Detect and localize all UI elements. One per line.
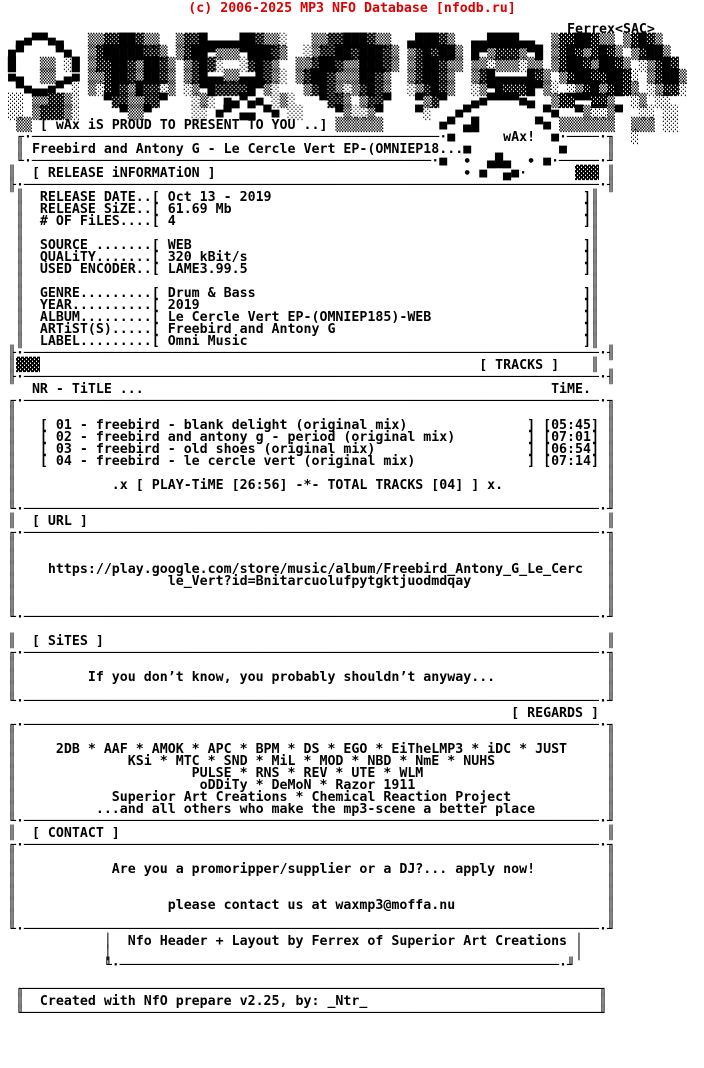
box-border: ╟·────────────────────────────────────────────────────────────────────────·╢ xyxy=(0,370,615,385)
tracks-column-header: NR - TiTLE ... TiME. xyxy=(0,382,592,397)
field-album: ║ ALBUM.........[ Le Cercle Vert EP-(OMNIEP185)-WEB ]║ xyxy=(0,310,599,325)
track-row-2: ║ [ 02 - freebird and antony g - period (original mix) ] [07:01] ║ xyxy=(0,430,615,445)
blank-line: ║ ║ xyxy=(0,730,615,745)
section-label-regards: [ REGARDS ] xyxy=(0,706,599,721)
box-border: ╙·────────────────────────────────────────────────────────────────────────·╜ xyxy=(0,694,615,709)
logo-art-line-4: ■▄ ▒▒ ▄■ ▒▒▓██▓▒██▓▒ ▒▓█▄▄▒▒▄▄█▓▒░ ▒▓██▓▒▒▒██▓▒ ▒▓██▓▒ ▒▓█▄▄▄▄█▓▒ ▒▓██▓▓██▓░ ▒▓██▒ xyxy=(0,70,687,85)
blank-line: ║ ║ xyxy=(0,874,615,889)
field-release-date: ║ RELEASE DATE..[ Oct 13 - 2019 ]║ xyxy=(0,190,599,205)
field-year: ║ YEAR..........[ 2019 ]║ xyxy=(0,298,599,313)
box-border: ╟·────────────────────────────────────────────────────────────────────────·╢ xyxy=(0,178,615,193)
box-border: ╓·────────────────────────────────────────────────────────────────────────·╖ xyxy=(0,718,615,733)
logo-art-line-3: █ ▒▒ ░█ ▒▓▓██▓▒██▓▒ ▒▓█▓░ ░▓█▓▒ ▒▒▓██▓▒▒███▓▒ ▒▓██▓▒▒ ▒▒░▒▒▒░▒▒ ▒▓██▓▒██▓▒ ░▒▓█▓ xyxy=(0,58,679,73)
logo-art-line-2: ■▀ ▀■ ▒▓█████▓▓▒ ▒▓██▀▒▒▒▀███▓▒ ░▒▓▓██▓███▓▒ ▒▓█▓██▒ █▀▒▓▓▓▒▀█ ▒▓█▓▒▓█▓▒ ▒▓██▒ xyxy=(0,46,671,61)
regards-line-3: ║ PULSE * RNS * REV * UTE * WLM ║ xyxy=(0,766,615,781)
box-border: ╓────────────────────────────────────────────────────────────────────────╖ xyxy=(0,982,607,997)
release-title-line: ║ Freebird and Antony G - Le Cercle Vert EP-(OMNIEP18...■ ■ ║ xyxy=(0,142,615,157)
blank-line: ║ ║ xyxy=(0,910,615,925)
blank-line: ║ ║ xyxy=(0,226,599,241)
section-label-url: ║ [ URL ] ║ xyxy=(0,514,615,529)
nfo-credit-line: │ Nfo Header + Layout by Ferrex of Superior Art Creations │ xyxy=(0,934,584,949)
track-row-3: ║ [ 03 - freebird - old shoes (original mix) ] [06:54] ║ xyxy=(0,442,615,457)
box-border: ╓·────────────────────────────────────────────────────────────────────────·╖ xyxy=(0,838,615,853)
box-border: ╓·────────────────────────────────────────────────────────────────────────·╖ xyxy=(0,526,615,541)
regards-line-4: ║ oDDiTy * DeMoN * Razor 1911 ║ xyxy=(0,778,615,793)
section-label-sites: ║ [ SiTES ] ║ xyxy=(0,634,615,649)
box-border: ╓·────────────────────────────────────────────────────────────────────────·╖ xyxy=(0,646,615,661)
playtime-summary: ║ .x [ PLAY-TiME [26:56] -*- TOTAL TRACKS [04] ] x. ║ xyxy=(0,478,615,493)
box-border: ╙·────────────────────────────────────────────────────────────────────────·╜ xyxy=(0,814,615,829)
box-border: ╙·────────────────────────────────────────────────────────────────────────·╜ xyxy=(0,610,615,625)
blank-line: ║ ║ xyxy=(0,598,615,613)
url-line-2: ║ le_Vert?id=Bnitarcuolufpytgktjuodmdqay ║ xyxy=(0,574,615,589)
title-box-top-wax-badge: ╓·───────────────────────────────────────────────────·■ wAx! ■·────·╖ ░ xyxy=(0,130,639,145)
box-border: ╙·────────────────────────────────────────────────────────────────────────·╜ xyxy=(0,502,615,517)
blank-line: ║ ║ xyxy=(0,850,615,865)
field-artists: ║ ARTiST(S).....[ Freebird and Antony G ]║ xyxy=(0,322,599,337)
field-quality: ║ QUALiTY.......[ 320 kBit/s ]║ xyxy=(0,250,599,265)
sites-note: ║ If you don’t know, you probably shouldn’t anyway... ║ xyxy=(0,670,615,685)
regards-line-2: ║ KSi * MTC * SND * MiL * MOD * NBD * NmE * NUHS ║ xyxy=(0,754,615,769)
box-border: ╙·───────────────────────────────────────────────────────·╜ xyxy=(0,958,576,973)
presents-banner: ▒▒ [ wAx iS PROUD TO PRESENT TO YOU ..] ▒▒▒▒▒▒ ■▀ ▄█ ▀■ ▒▒▒▒▒▒▒ ▒▒▒ ░░ xyxy=(0,118,679,133)
regards-line-1: ║ 2DB * AAF * AMOK * APC * BPM * DS * EGO * EiTheLMP3 * iDC * JUST ║ xyxy=(0,742,615,757)
logo-art-line-6: ░░ ▒▒▓▓▒░ ▀▓▓▒▒▓▓▀ ░▒░ ■▄▀▄■ ░▒░ ▀▓▓▒ ▒▓▓▀ ▀▒▓▀ ▄■▀▀▀▀■▄ ▒▓▓▀▀▓▓▒ ░▒ ░░ xyxy=(0,94,671,109)
blank-line: ║ ║ xyxy=(0,886,615,901)
nfo-text xyxy=(0,24,704,1020)
field-genre: ║ GENRE.........[ Drum & Bass ]║ xyxy=(0,286,599,301)
field-number-of-files: ║ # OF FiLES....[ 4 ]║ xyxy=(0,214,599,229)
blank-line: ║ ║ xyxy=(0,274,599,289)
copyright-notice: (c) 2006-2025 MP3 NFO Database [nfodb.ru] xyxy=(188,1,516,16)
box-border: ╙·────────────────────────────────────────────────────────────────────────·╜ xyxy=(0,922,615,937)
title-box-bottom: ╙·──────────────────────────────────────────────────·■ ∙ ▄█▄ ∙ ■·─────·╜ xyxy=(0,154,615,169)
box-border: ╟·────────────────────────────────────────────────────────────────────────·╢ xyxy=(0,346,615,361)
blank-line: ║ ║ xyxy=(0,406,615,421)
blank-line: │ │ xyxy=(0,946,584,961)
contact-apply-line: ║ Are you a promoripper/supplier or a DJ?... apply now! ║ xyxy=(0,862,615,877)
logo-art-line-5: ▀■▄▄■▀ ░ ▒░▓█▓▒█▓▓░▒ ░▒▀█▓▓▓▓█▀▒░ ▒▓█▓▒░▒▓█▓▒ ░▒▓█▓▒ ░▒▀█▓▓▓█▀▒░ ░▒▓█▒▓█▓▒ ░▒▓▓░ xyxy=(0,82,687,97)
section-label-release-information: ║ [ RELEASE iNFORMATiON ] ∙ ■ ▄■· ▓▓▓ ║ xyxy=(0,166,615,181)
track-row-4: ║ [ 04 - freebird - le cercle vert (original mix) ] [07:14] ║ xyxy=(0,454,615,469)
blank-line: ║ ║ xyxy=(0,490,615,505)
blank-line: ║ ║ xyxy=(0,682,615,697)
logo-art-line-1: ▄■▀▀■▄ ▒▒▓▓██▓▒▒ ▒▓▓█▄▄▄▄██▓▒▒░ ▒▒▓▓███▓▒▒ ▄███▓▒ ▄▄████▄▄ ▒▓▓██▓▒▒ ▒▓█▓▒ xyxy=(0,34,663,49)
field-label: ║ LABEL.........[ Omni Music ]║ xyxy=(0,334,599,349)
blank-line: ║ ║ xyxy=(0,586,615,601)
contact-email-line: ║ please contact us at waxmp3@moffa.nu ║ xyxy=(0,898,615,913)
section-label-tracks: ║▓▓▓ [ TRACKS ] ║ xyxy=(0,358,599,373)
logo-art-line-7: ░░ ▒▓▓▓▒░ ▀▒▒▀ ░░ ■▀ ▄▄ ▀■ ░░ ▀▒░░▒▀ ▀░ ■▀ ▀■ ▀▒░░▒▀ ░░ ░░ xyxy=(0,106,679,121)
blank-line: ║ ║ xyxy=(0,658,615,673)
url-line-1: ║ https://play.google.com/store/music/album/Freebird_Antony_G_Le_Cerc ║ xyxy=(0,562,615,577)
regards-line-6: ║ ...and all others who make the mp3-scene a better place ║ xyxy=(0,802,615,817)
regards-line-5: ║ Superior Art Creations * Chemical Reaction Project ║ xyxy=(0,790,615,805)
box-border: ╙────────────────────────────────────────────────────────────────────────╜ xyxy=(0,1006,607,1021)
created-with-line: ║ Created with NfO prepare v2.25, by: _Ntr_ ║ xyxy=(0,994,607,1009)
track-row-1: ║ [ 01 - freebird - blank delight (original mix) ] [05:45] ║ xyxy=(0,418,615,433)
blank-line: ║ ║ xyxy=(0,550,615,565)
blank-line: ║ ║ xyxy=(0,538,615,553)
artgroup-credit: Ferrex<SAC> xyxy=(0,22,655,37)
box-border: ╓·────────────────────────────────────────────────────────────────────────·╖ xyxy=(0,394,615,409)
blank-line: ║ ║ xyxy=(0,466,615,481)
field-used-encoder: ║ USED ENCODER..[ LAME3.99.5 ]║ xyxy=(0,262,599,277)
field-source: ║ SOURCE .......[ WEB ]║ xyxy=(0,238,599,253)
section-label-contact: ║ [ CONTACT ] ║ xyxy=(0,826,615,841)
field-release-size: ║ RELEASE SiZE..[ 61.69 Mb ]║ xyxy=(0,202,599,217)
